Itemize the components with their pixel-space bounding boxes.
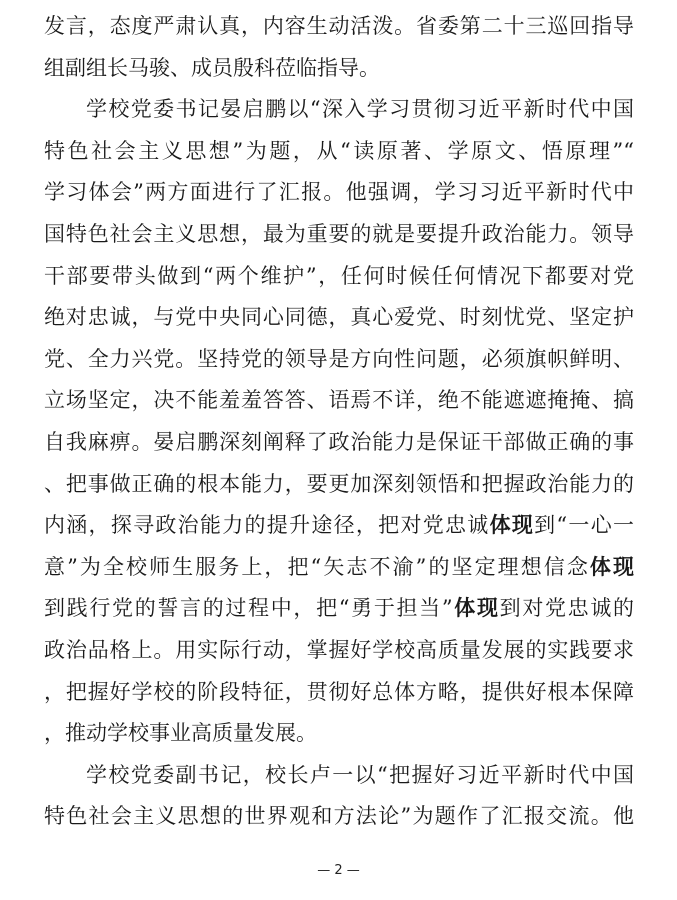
text-segment: 学习体会”两方面进行了汇报。他强调，学习习近平新时代中 (44, 180, 634, 205)
text-segment: 学校党委书记晏启鹏以“深入学习贯彻习近平新时代中国 (86, 97, 634, 122)
text-line (44, 296, 634, 338)
text-line (44, 421, 634, 463)
text-segment: 内涵，探寻政治能力的提升途径，把对党忠诚 (44, 513, 490, 538)
text-segment: ，把握好学校的阶段特征，贯彻好总体方略，提供好根本保障 (44, 679, 634, 704)
text-line (44, 754, 634, 796)
text-line (44, 546, 634, 588)
text-line (44, 171, 634, 213)
text-segment: 政治品格上。用实际行动，掌握好学校高质量发展的实践要求 (44, 638, 634, 662)
text-line (44, 130, 634, 172)
text-segment: 绝对忠诚，与党中央同心同德，真心爱党、时刻忧党、坚定护 (44, 305, 634, 330)
text-line (44, 213, 634, 255)
text-segment: 到践行党的誓言的过程中，把“勇于担当” (44, 596, 453, 621)
text-line (44, 88, 634, 130)
emphasized-text: 体现 (452, 596, 500, 621)
text-segment: 立场坚定，决不能羞羞答答、语焉不详，绝不能遮遮掩掩、搞 (44, 388, 634, 413)
text-segment: ，推动学校事业高质量发展。 (44, 721, 317, 746)
text-line (44, 463, 634, 505)
text-line (44, 795, 634, 837)
text-line (44, 379, 634, 421)
text-line (44, 338, 634, 380)
text-line (44, 629, 634, 671)
text-segment: 党、全力兴党。坚持党的领导是方向性问题，必须旗帜鲜明、 (44, 346, 634, 371)
text-segment: 干部要带头做到“两个维护”，任何时候任何情况下都要对党 (44, 263, 634, 288)
text-segment: 组副组长马骏、成员殷科莅临指导。 (44, 55, 380, 80)
text-line (44, 255, 634, 297)
text-line (44, 504, 634, 546)
text-segment: 到对党忠诚的 (499, 596, 634, 621)
emphasized-text: 体现 (489, 513, 535, 538)
text-segment: 发言，态度严肃认真，内容生动活泼。省委第二十三巡回指导 (44, 14, 634, 38)
text-segment: 意”为全校师生服务上，把“矢志不渝”的坚定理想信念 (44, 554, 590, 579)
text-segment: 到“一心一 (534, 513, 634, 538)
text-line (44, 47, 634, 89)
text-line (44, 587, 634, 629)
text-line (44, 712, 634, 754)
text-line (44, 5, 634, 47)
text-segment: 学校党委副书记，校长卢一以“把握好习近平新时代中国 (86, 762, 634, 787)
text-segment: 国特色社会主义思想，最为重要的就是要提升政治能力。领导 (44, 222, 634, 246)
text-segment: 特色社会主义思想”为题，从“读原著、学原文、悟原理”“ (44, 138, 634, 163)
text-segment: 自我麻痹。晏启鹏深刻阐释了政治能力是保证干部做正确的事 (44, 430, 634, 454)
page-number: — 2 — (317, 863, 360, 878)
text-segment: 、把事做正确的根本能力，要更加深刻领悟和把握政治能力的 (44, 471, 634, 496)
text-line (44, 671, 634, 713)
text-segment: 特色社会主义思想的世界观和方法论”为题作了汇报交流。他 (44, 804, 634, 829)
emphasized-text: 体现 (589, 554, 634, 579)
